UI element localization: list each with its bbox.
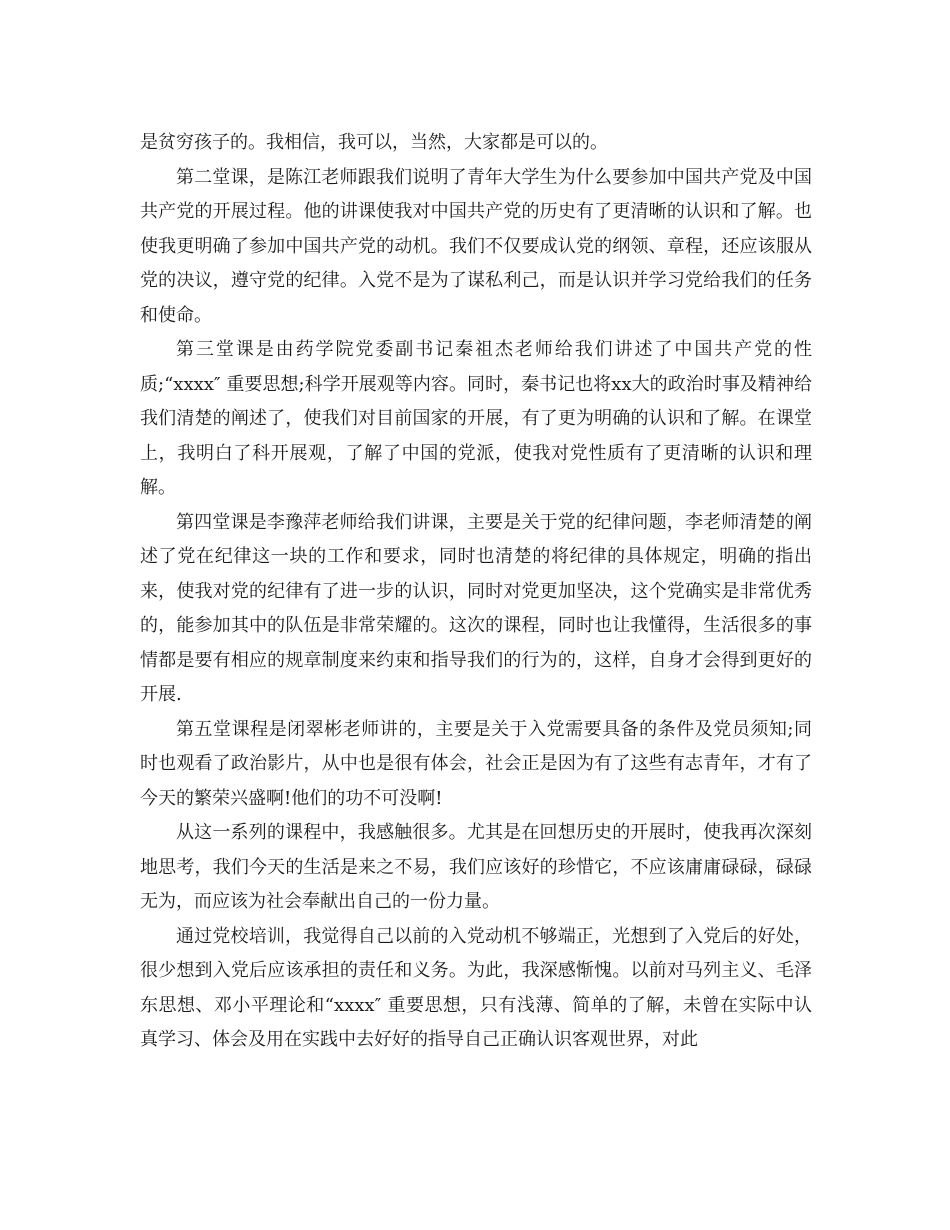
paragraph-third-lesson: 第三堂课是由药学院党委副书记秦祖杰老师给我们讲述了中国共产党的性质;“xxxx″ 重要思想;科学开展观等内容。同时，秦书记也将xx大的政治时事及精神给我们清楚的阐述了，使我们对目前国家的开展，有了更为明确的认识和了解。在课堂上，我明白了科开展观，了解了中国的党派，使我对党性质有了更清晰的认识和理解。 <box>140 339 812 498</box>
paragraph-second-lesson: 第二堂课，是陈江老师跟我们说明了青年大学生为什么要参加中国共产党及中国共产党的开展过程。他的讲课使我对中国共产党的历史有了更清晰的认识和了解。也使我更明确了参加中国共产党的动机。我们不仅要成认党的纲领、章程，还应该服从党的决议，遵守党的纪律。入党不是为了谋私利己，而是认识并学习党给我们的任务和使命。 <box>140 166 812 326</box>
paragraph-party-school: 通过党校培训，我觉得自己以前的入党动机不够端正，光想到了入党后的好处，很少想到入党后应该承担的责任和义务。为此，我深感惭愧。以前对马列主义、毛泽东思想、邓小平理论和“xxxx″ 重要思想，只有浅薄、简单的了解，未曾在实际中认真学习、体会及用在实践中去好好的指导自己正确认识客观世界，对此 <box>140 925 812 1050</box>
paragraph-fourth-lesson: 第四堂课是李豫萍老师给我们讲课，主要是关于党的纪律问题，李老师清楚的阐述了党在纪律这一块的工作和要求，同时也清楚的将纪律的具体规定，明确的指出来，使我对党的纪律有了进一步的认识，同时对党更加坚决，这个党确实是非常优秀的，能参加其中的队伍是非常荣耀的。这次的课程，同时也让我懂得，生活很多的事情都是要有相应的规章制度来约束和指导我们的行为的，这样，自身才会得到更好的开展. <box>140 511 812 705</box>
paragraph-reflection: 从这一系列的课程中，我感触很多。尤其是在回想历史的开展时，使我再次深刻地思考，我们今天的生活是来之不易，我们应该好的珍惜它，不应该庸庸碌碌，碌碌无为，而应该为社会奉献出自己的一份力量。 <box>140 822 812 912</box>
paragraph-continuation: 是贫穷孩子的。我相信，我可以，当然，大家都是可以的。 <box>140 132 608 153</box>
paragraph-fifth-lesson: 第五堂课程是闭翠彬老师讲的，主要是关于入党需要具备的条件及党员须知;同时也观看了政治影片，从中也是很有体会，社会正是因为有了这些有志青年，才有了今天的繁荣兴盛啊!他们的功不可没啊! <box>140 718 812 809</box>
document-body <box>140 126 812 1058</box>
